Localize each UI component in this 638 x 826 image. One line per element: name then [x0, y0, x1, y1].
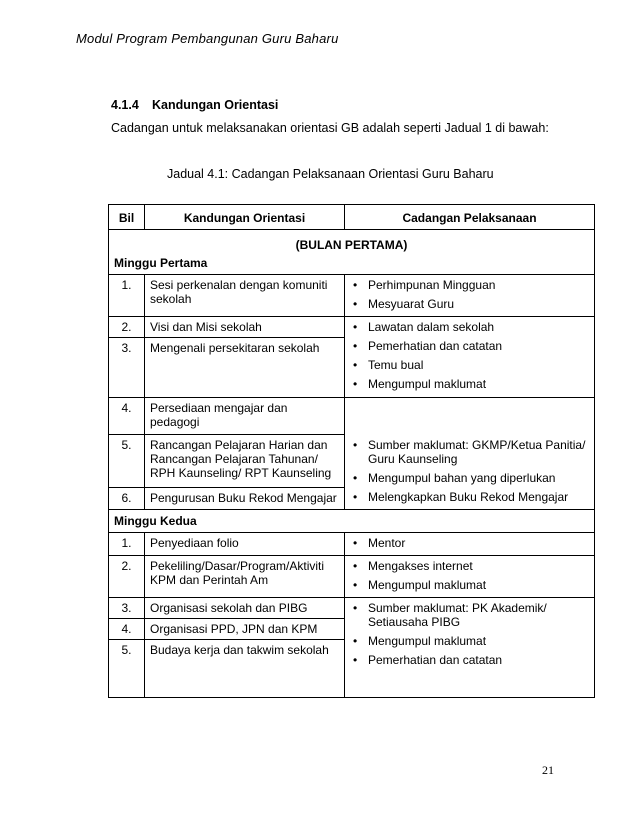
row-cadangan	[345, 533, 595, 556]
orientation-table	[108, 204, 595, 698]
row-item: Organisasi sekolah dan PIBG	[145, 598, 345, 619]
row-item	[145, 435, 345, 487]
row-cadangan	[345, 598, 595, 698]
row-bil: 2.	[109, 317, 145, 338]
table-row	[109, 556, 595, 598]
row-bil: 4.	[109, 398, 145, 435]
list-item: • Mengakses internet	[350, 559, 589, 573]
intro-paragraph: Cadangan untuk melaksanakan orientasi GB adalah seperti Jadual 1 di bawah:	[111, 121, 549, 135]
list-item: • Melengkapkan Buku Rekod Mengajar	[350, 490, 589, 504]
row-bil: 6.	[109, 487, 145, 509]
section-row-week-2	[109, 510, 595, 533]
list-item: • Mesyuarat Guru	[350, 297, 589, 311]
list-item: • Pemerhatian dan catatan	[350, 653, 589, 667]
row-item: Pengurusan Buku Rekod Mengajar	[145, 487, 345, 509]
week-1-label: Minggu Pertama	[114, 256, 208, 270]
row-item: Pekeliling/Dasar/Program/Aktiviti KPM dan Perintah Am	[145, 556, 345, 598]
row-bil: 5.	[109, 435, 145, 487]
list-item: • Mengumpul maklumat	[350, 634, 589, 648]
row-cadangan	[345, 317, 595, 398]
list-item: • Sumber maklumat: PK Akademik/ Setiausaha PIBG	[350, 601, 589, 629]
table-row	[109, 275, 595, 317]
week-2-label: Minggu Kedua	[114, 514, 197, 528]
month-label: (BULAN PERTAMA)	[295, 238, 408, 252]
page-number: 21	[542, 763, 554, 777]
row-item: Penyediaan folio	[145, 533, 345, 556]
table-row	[109, 533, 595, 556]
list-item: • Temu bual	[350, 358, 589, 372]
table-row	[109, 598, 595, 619]
row-item: Sesi perkenalan dengan komuniti sekolah	[145, 275, 345, 317]
table-row	[109, 317, 595, 338]
list-item: • Mentor	[350, 536, 589, 550]
section-number: 4.1.4	[111, 98, 139, 112]
row-bil: 3.	[109, 338, 145, 398]
section-title: Kandungan Orientasi	[152, 98, 279, 112]
row-bil: 1.	[109, 533, 145, 556]
header-kandungan: Kandungan Orientasi	[145, 205, 345, 230]
list-item: • Pemerhatian dan catatan	[350, 339, 589, 353]
row-bil: 5.	[109, 640, 145, 698]
row-item: Visi dan Misi sekolah	[145, 317, 345, 338]
row-item: Organisasi PPD, JPN dan KPM	[145, 619, 345, 640]
section-row-first-month	[109, 230, 595, 275]
row-bil: 4.	[109, 619, 145, 640]
row-cadangan	[345, 556, 595, 598]
row-item-line: Rancangan Pelajaran Harian dan Rancangan Pelajaran Tahunan/	[150, 438, 328, 467]
list-item: • Mengumpul maklumat	[350, 377, 589, 391]
row-cadangan	[345, 275, 595, 317]
list-item: • Mengumpul bahan yang diperlukan	[350, 471, 589, 485]
row-item: Mengenali persekitaran sekolah	[145, 338, 345, 398]
row-item: Budaya kerja dan takwim sekolah	[145, 640, 345, 698]
section-heading	[111, 98, 278, 112]
row-item-line: RPH Kaunseling/ RPT Kaunseling	[150, 466, 332, 481]
header-bil: Bil	[109, 205, 145, 230]
page-header: Modul Program Pembangunan Guru Baharu	[76, 31, 339, 46]
row-cadangan	[345, 398, 595, 510]
header-cadangan: Cadangan Pelaksanaan	[345, 205, 595, 230]
row-item: Persediaan mengajar dan pedagogi	[145, 398, 345, 435]
row-bil: 2.	[109, 556, 145, 598]
row-bil: 1.	[109, 275, 145, 317]
table-caption: Jadual 4.1: Cadangan Pelaksanaan Orientasi Guru Baharu	[167, 167, 494, 181]
list-item: • Sumber maklumat: GKMP/Ketua Panitia/ Guru Kaunseling	[350, 438, 589, 466]
list-item: • Lawatan dalam sekolah	[350, 320, 589, 334]
list-item: • Mengumpul maklumat	[350, 578, 589, 592]
table-row	[109, 398, 595, 435]
table-header-row	[109, 205, 595, 230]
row-bil: 3.	[109, 598, 145, 619]
list-item: • Perhimpunan Mingguan	[350, 278, 589, 292]
